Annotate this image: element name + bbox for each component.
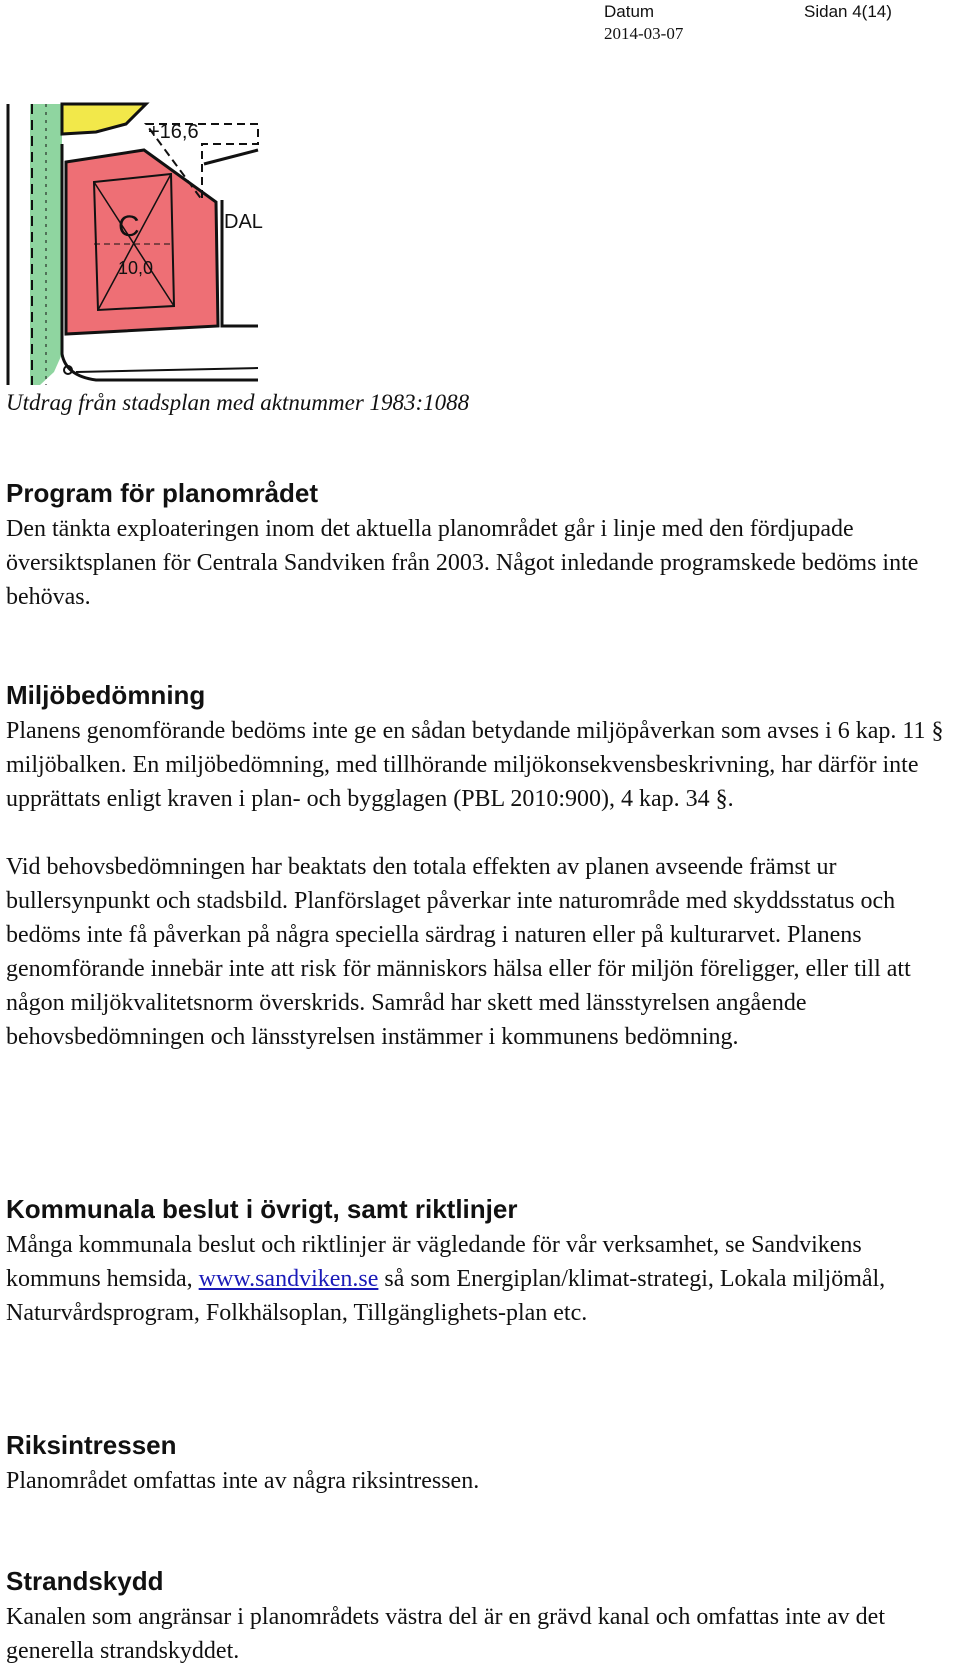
paragraph-text: Många kommunala beslut och riktlinjer är vägledande för vår verksamhet, se Sandvikens kommuns hemsida, xyxy=(6,1232,862,1292)
section-kommunala-beslut xyxy=(6,1192,956,1330)
map-label-street: DAL xyxy=(224,211,263,233)
section-strandskydd xyxy=(6,1564,956,1668)
paragraph xyxy=(6,1228,956,1330)
section-heading: Miljöbedömning xyxy=(6,680,206,710)
section-heading: Kommunala beslut i övrigt, samt riktlinjer xyxy=(6,1194,518,1224)
section-heading: Riksintressen xyxy=(6,1430,177,1460)
plan-map-excerpt xyxy=(6,104,263,385)
paragraph: Vid behovsbedömningen har beaktats den totala effekten av planen avseende främst ur bullersynpunkt och stadsbild. Planförslaget påverkar inte naturområde med skyddsstatus och bedöms inte få påverkan på några speciella särdrag i naturen eller på kulturarvet. Planens genomförande innebär inte att risk för människors hälsa eller för miljön föreligger, eller till att någon miljökvalitetsnorm överskrids. Samråd har skett med länsstyrelsen angående behovsbedömningen och länsstyrelsen instämmer i kommunens bedömning. xyxy=(6,854,911,1050)
map-caption: Utdrag från stadsplan med aktnummer 1983:1088 xyxy=(6,390,470,415)
paragraph: Kanalen som angränsar i planområdets västra del är en grävd kanal och omfattas inte av det generella strandskyddet. xyxy=(6,1604,885,1664)
paragraph-text: så som Energiplan/klimat-strategi, Lokala miljömål, Naturvårdsprogram, Folkhälsoplan, Tillgänglighets-plan etc. xyxy=(6,1266,886,1326)
paragraph: Planområdet omfattas inte av några riksintressen. xyxy=(6,1468,480,1494)
datum-label: Datum xyxy=(604,2,655,21)
section-riksintressen xyxy=(6,1428,956,1498)
paragraph: Den tänkta exploateringen inom det aktuella planområdet går i linje med den fördjupade översiktsplanen för Centrala Sandviken från 2003. Något inledande programskede bedöms inte behövas. xyxy=(6,516,919,610)
section-program xyxy=(6,476,956,614)
map-label-zone: C xyxy=(118,210,140,243)
section-heading: Program för planområdet xyxy=(6,478,319,508)
map-label-height: 10,0 xyxy=(118,258,154,278)
map-label-elevation: +16,6 xyxy=(148,121,199,143)
sandviken-link[interactable]: www.sandviken.se xyxy=(198,1266,379,1292)
page-number: Sidan 4(14) xyxy=(804,2,892,21)
paragraph: Planens genomförande bedöms inte ge en sådan betydande miljöpåverkan som avses i 6 kap. 11 § miljöbalken. En miljöbedömning, med tillhörande miljökonsekvensbeskrivning, har därför inte upprättats enligt kraven i plan- och bygglagen (PBL 2010:900), 4 kap. 34 §. xyxy=(6,718,944,812)
section-heading: Strandskydd xyxy=(6,1566,164,1596)
datum-value: 2014-03-07 xyxy=(604,24,684,43)
section-miljobedomning xyxy=(6,678,956,1054)
